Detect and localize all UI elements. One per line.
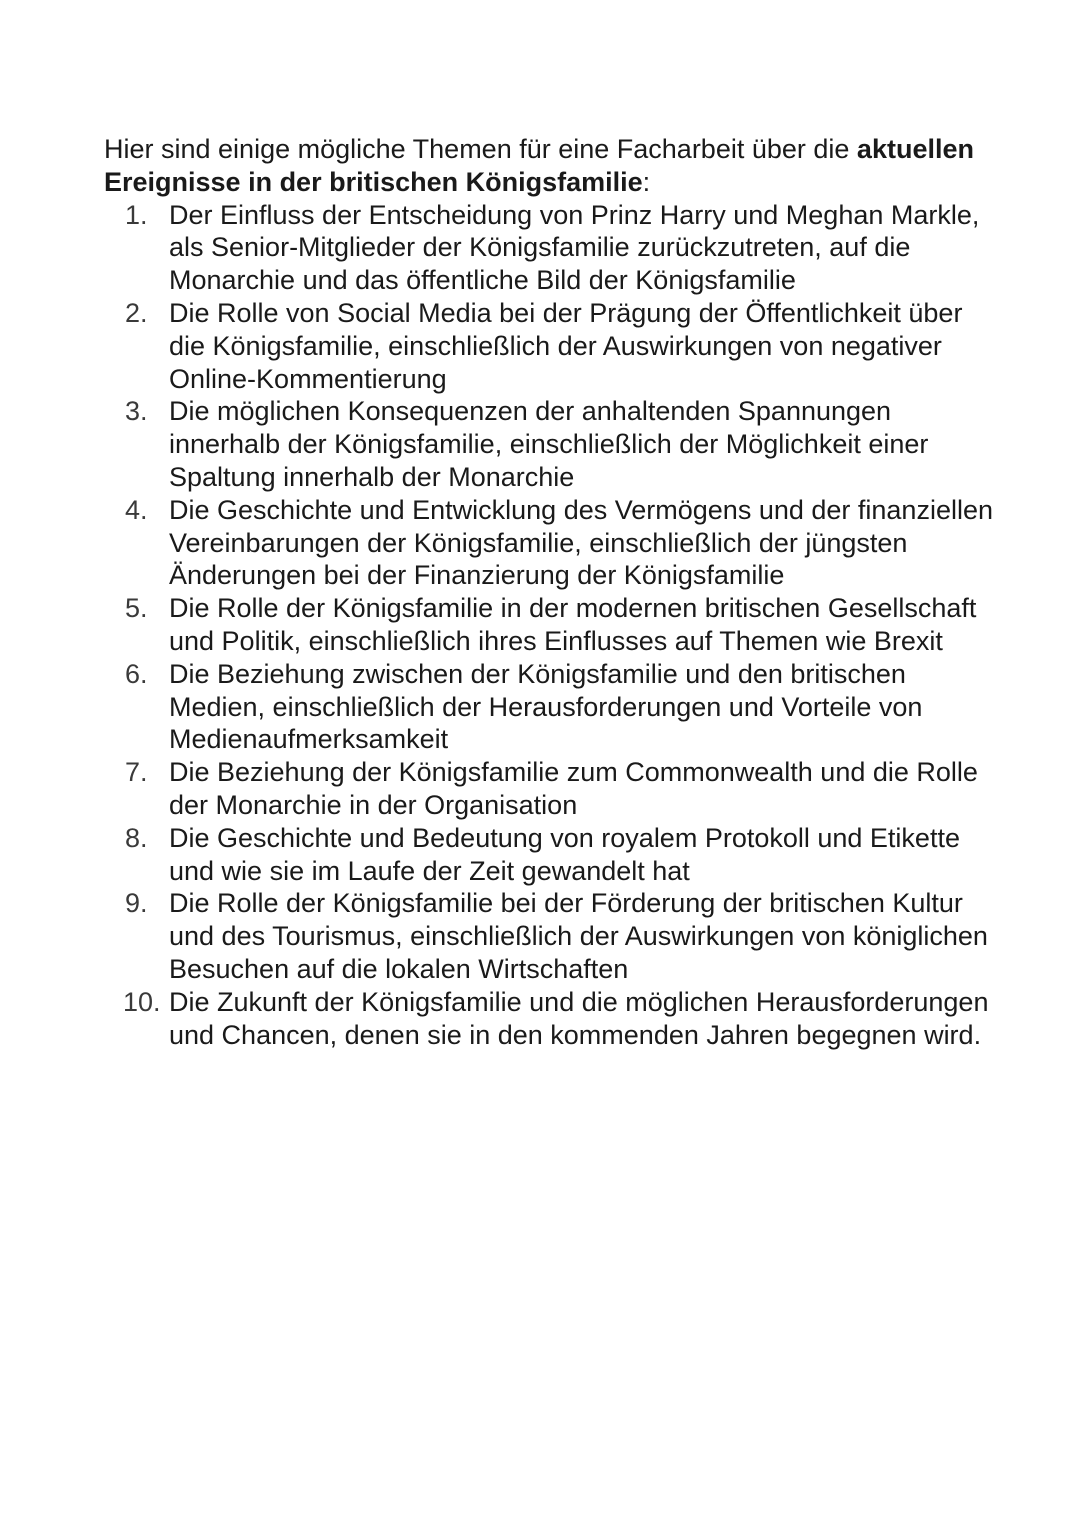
- list-item-text: Die Zukunft der Königsfamilie und die möglichen Herausforderungen und Chancen, denen sie in den kommenden Jahren begegnen wird.: [169, 986, 989, 1050]
- list-item-number: 9.: [125, 888, 148, 919]
- list-item-text: Die Rolle der Königsfamilie bei der Förderung der britischen Kultur und des Tourismus, einschließlich der Auswirkungen von königlichen Besuchen auf die lokalen Wirtschaften: [169, 888, 988, 984]
- list-item-number: 4.: [125, 494, 148, 525]
- list-item: [104, 494, 1004, 592]
- list-item-text: Die möglichen Konsequenzen der anhaltenden Spannungen innerhalb der Königsfamilie, einschließlich der Möglichkeit einer Spaltung innerhalb der Monarchie: [169, 396, 929, 492]
- list-item-text: Die Beziehung zwischen der Königsfamilie und den britischen Medien, einschließlich der Herausforderungen und Vorteile von Medienaufmerksamkeit: [169, 658, 923, 755]
- intro-text: Hier sind einige mögliche Themen für eine Facharbeit über die: [104, 134, 857, 164]
- list-item-number: 1.: [125, 199, 148, 230]
- list-item-text: Die Geschichte und Bedeutung von royalem Protokoll und Etikette und wie sie im Laufe der Zeit gewandelt hat: [169, 822, 960, 886]
- list-item-number: 8.: [125, 822, 148, 853]
- list-item-number: 7.: [125, 757, 148, 788]
- list-item-text: Die Geschichte und Entwicklung des Vermögens und der finanziellen Vereinbarungen der Königsfamilie, einschließlich der jüngsten Änderungen bei der Finanzierung der Königsfamilie: [169, 494, 993, 591]
- list-item-text: Die Rolle der Königsfamilie in der modernen britischen Gesellschaft und Politik, einschließlich ihres Einflusses auf Themen wie Brexit: [169, 593, 977, 656]
- intro-paragraph: [104, 133, 1004, 199]
- topic-list: [104, 199, 1004, 1052]
- list-item-number: 2.: [125, 297, 148, 328]
- intro-bold-topic: aktuellen Ereignisse in der britischen Königsfamilie: [104, 134, 974, 197]
- list-item: [104, 658, 1004, 756]
- list-item-text: Die Beziehung der Königsfamilie zum Commonwealth und die Rolle der Monarchie in der Organisation: [169, 757, 978, 820]
- list-item-number: 5.: [125, 593, 148, 624]
- list-item-text: Die Rolle von Social Media bei der Prägung der Öffentlichkeit über die Königsfamilie, einschließlich der Auswirkungen von negativer Online-Kommentierung: [169, 297, 963, 394]
- list-item-number: 3.: [125, 396, 148, 427]
- document-body: [104, 133, 1004, 1051]
- list-item: [104, 887, 1004, 985]
- list-item: [104, 297, 1004, 395]
- list-item-number: 10.: [123, 986, 161, 1017]
- list-item: [104, 592, 1004, 658]
- list-item: [104, 395, 1004, 493]
- intro-suffix: :: [642, 166, 651, 197]
- list-item: [104, 199, 1004, 297]
- list-item: [104, 756, 1004, 822]
- list-item-number: 6.: [125, 658, 148, 689]
- list-item-text: Der Einfluss der Entscheidung von Prinz Harry und Meghan Markle, als Senior-Mitglieder der Königsfamilie zurückzutreten, auf die Monarchie und das öffentliche Bild der Königsfamilie: [169, 199, 980, 296]
- list-item: [104, 986, 1004, 1052]
- list-item: [104, 822, 1004, 888]
